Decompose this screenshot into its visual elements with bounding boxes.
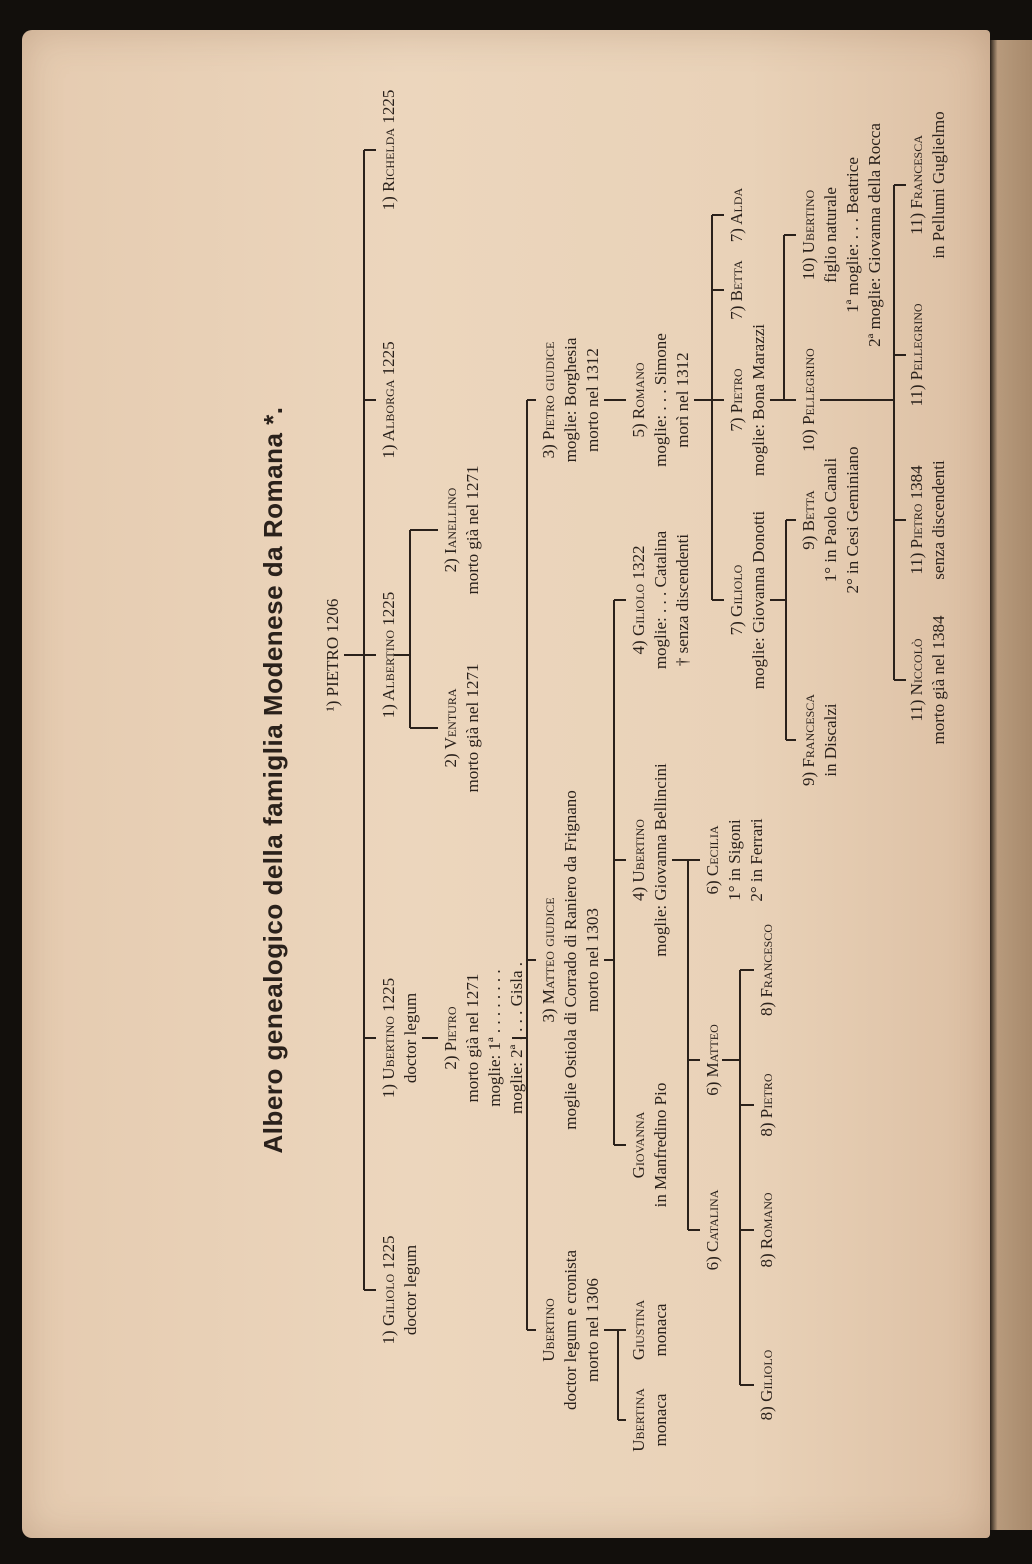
node-giliolo-8 <box>756 1350 778 1421</box>
node-detail: morto già nel 1271 <box>463 973 482 1103</box>
node-name: 1) Ubertino 1225 <box>379 977 398 1099</box>
node-detail: senza discendenti <box>929 460 948 580</box>
node-name: 3) Matteo giudice <box>539 897 558 1023</box>
node-detail: morto già nel 1384 <box>929 615 948 745</box>
node-detail: morto già nel 1271 <box>463 663 482 793</box>
node-detail: morì nel 1312 <box>673 352 692 448</box>
node-detail: moglie: Bona Marazzi <box>749 323 768 477</box>
node-detail: doctor legum <box>401 992 420 1084</box>
node-detail: 2° in Cesi Geminiano <box>843 446 862 594</box>
node-detail: moglie: . . . Simone <box>651 333 670 467</box>
node-giliolo-1225 <box>378 1236 422 1345</box>
node-alda-7 <box>726 188 748 242</box>
node-name: 4) Ubertino <box>629 819 648 901</box>
node-ubertino-4 <box>628 763 672 957</box>
node-detail: monaca <box>651 1303 670 1357</box>
node-niccolo-11 <box>906 616 950 745</box>
node-name: 1) Alborga 1225 <box>379 341 398 459</box>
node-pietro-1206 <box>322 599 344 712</box>
node-detail: moglie: 1ª . . . . . . . . <box>485 969 504 1107</box>
node-name: 1) Albertino 1225 <box>379 591 398 719</box>
node-name: 10) Ubertino <box>799 189 818 281</box>
node-name: ¹) PIETRO 1206 <box>323 598 342 712</box>
node-name: 11) Niccolò <box>907 638 926 722</box>
node-name: 7) Betta <box>727 260 746 320</box>
page-title: Albero genealogico della famiglia Modenese da Romana *. <box>258 406 288 1154</box>
node-name: 6) Cecilia <box>703 825 722 895</box>
node-detail: 1° in Sigoni <box>725 819 744 901</box>
node-ubertina <box>628 1388 672 1452</box>
node-name: 8) Giliolo <box>757 1349 776 1421</box>
node-name: 7) Alda <box>727 187 746 243</box>
node-detail: figlio naturale <box>821 187 840 283</box>
node-romano-8 <box>756 1192 778 1267</box>
node-pietro-7 <box>726 324 770 476</box>
node-ubertino-1225 <box>378 978 422 1098</box>
node-betta-9 <box>798 446 864 593</box>
node-detail: 2° in Ferrari <box>747 818 766 902</box>
node-francesca-11 <box>906 111 950 258</box>
node-detail: moglie: Giovanna Bellincini <box>651 763 670 957</box>
node-name: Ubertino <box>539 1298 558 1362</box>
node-pietro-1271 <box>440 962 528 1114</box>
node-detail: morto nel 1312 <box>583 348 602 452</box>
node-name: 11) Pellegrino <box>907 303 926 407</box>
node-name: 2) Ventura <box>441 688 460 768</box>
node-detail: in Pellumi Guglielmo <box>929 111 948 259</box>
node-ubertino-10 <box>798 123 886 347</box>
node-name: Giustina <box>629 1299 648 1361</box>
node-francesca-9 <box>798 694 842 786</box>
node-pietro-11 <box>906 460 950 579</box>
node-name: 1) Giliolo 1225 <box>379 1235 398 1345</box>
facing-page-edge <box>990 40 1032 1530</box>
node-name: 2) Pietro <box>441 1006 460 1070</box>
node-name: 4) Giliolo 1322 <box>629 545 648 655</box>
node-name: 7) Pietro <box>727 368 746 432</box>
node-name: 8) Romano <box>757 1192 776 1268</box>
node-detail: morto già nel 1271 <box>463 465 482 595</box>
node-detail: moglie: Giovanna Donotti <box>749 510 768 690</box>
node-name: Ubertina <box>629 1388 648 1452</box>
node-detail: doctor legum <box>401 1244 420 1336</box>
node-alborga-1225 <box>378 341 400 458</box>
node-giovanna-pio <box>628 1083 672 1208</box>
node-ventura <box>440 664 484 793</box>
node-name: 8) Francesco <box>757 924 776 1016</box>
node-ianellino <box>440 466 484 595</box>
node-name: 1) Richelda 1225 <box>379 89 398 211</box>
node-name: 9) Francesca <box>799 694 818 786</box>
node-giliolo-1322 <box>628 531 694 669</box>
node-name: 11) Pietro 1384 <box>907 465 926 575</box>
node-name: 5) Romano <box>629 362 648 438</box>
node-detail: doctor legum e cronista <box>561 1249 580 1411</box>
node-detail: moglie: 2ª . . . . Gisla . <box>507 961 526 1115</box>
node-name: Giovanna <box>629 1111 648 1179</box>
node-detail: † senza discendenti <box>673 533 692 667</box>
node-name: 10) Pellegrino <box>799 348 818 452</box>
node-catalina-6 <box>702 1190 724 1271</box>
family-tree-rotated <box>60 80 948 1480</box>
node-detail: moglie: . . . Catalina <box>651 530 670 670</box>
node-detail: morto nel 1303 <box>583 908 602 1012</box>
node-pellegrino-10 <box>798 348 820 452</box>
node-name: 2) Ianellino <box>441 487 460 573</box>
node-albertino-1225 <box>378 592 400 719</box>
node-pellegrino-11 <box>906 303 928 406</box>
node-giustina <box>628 1300 672 1360</box>
node-name: 9) Betta <box>799 490 818 550</box>
node-ubertino-1306 <box>538 1250 604 1410</box>
node-pietro-1312 <box>538 338 604 463</box>
node-detail: 2ª moglie: Giovanna della Rocca <box>865 123 884 347</box>
node-name: 6) Catalina <box>703 1189 722 1271</box>
node-pietro-8 <box>756 1073 778 1136</box>
node-matteo-1303 <box>538 790 604 1129</box>
node-detail: moglie Ostiola di Corrado di Raniero da Frignano <box>561 790 580 1130</box>
node-romano-5 <box>628 333 694 467</box>
node-name: 3) Pietro giudice <box>539 341 558 459</box>
node-name: 8) Pietro <box>757 1073 776 1137</box>
node-detail: monaca <box>651 1393 670 1447</box>
node-giliolo-7 <box>726 511 770 689</box>
node-detail: in Discalzi <box>821 703 840 777</box>
node-francesco-8 <box>756 924 778 1016</box>
node-matteo-6 <box>702 1024 724 1096</box>
node-name: 6) Matteo <box>703 1024 722 1096</box>
node-detail: 1ª moglie: . . . Beatrice <box>843 157 862 313</box>
node-name: 7) Giliolo <box>727 564 746 636</box>
node-betta-7 <box>726 260 748 319</box>
node-detail: morto nel 1306 <box>583 1278 602 1382</box>
node-richelda-1225 <box>378 90 400 211</box>
node-detail: in Manfredino Pio <box>651 1082 670 1208</box>
node-detail: 1° in Paolo Canali <box>821 457 840 583</box>
node-detail: moglie: Borghesia <box>561 337 580 463</box>
node-cecilia-6 <box>702 818 768 901</box>
node-name: 11) Francesca <box>907 135 926 235</box>
